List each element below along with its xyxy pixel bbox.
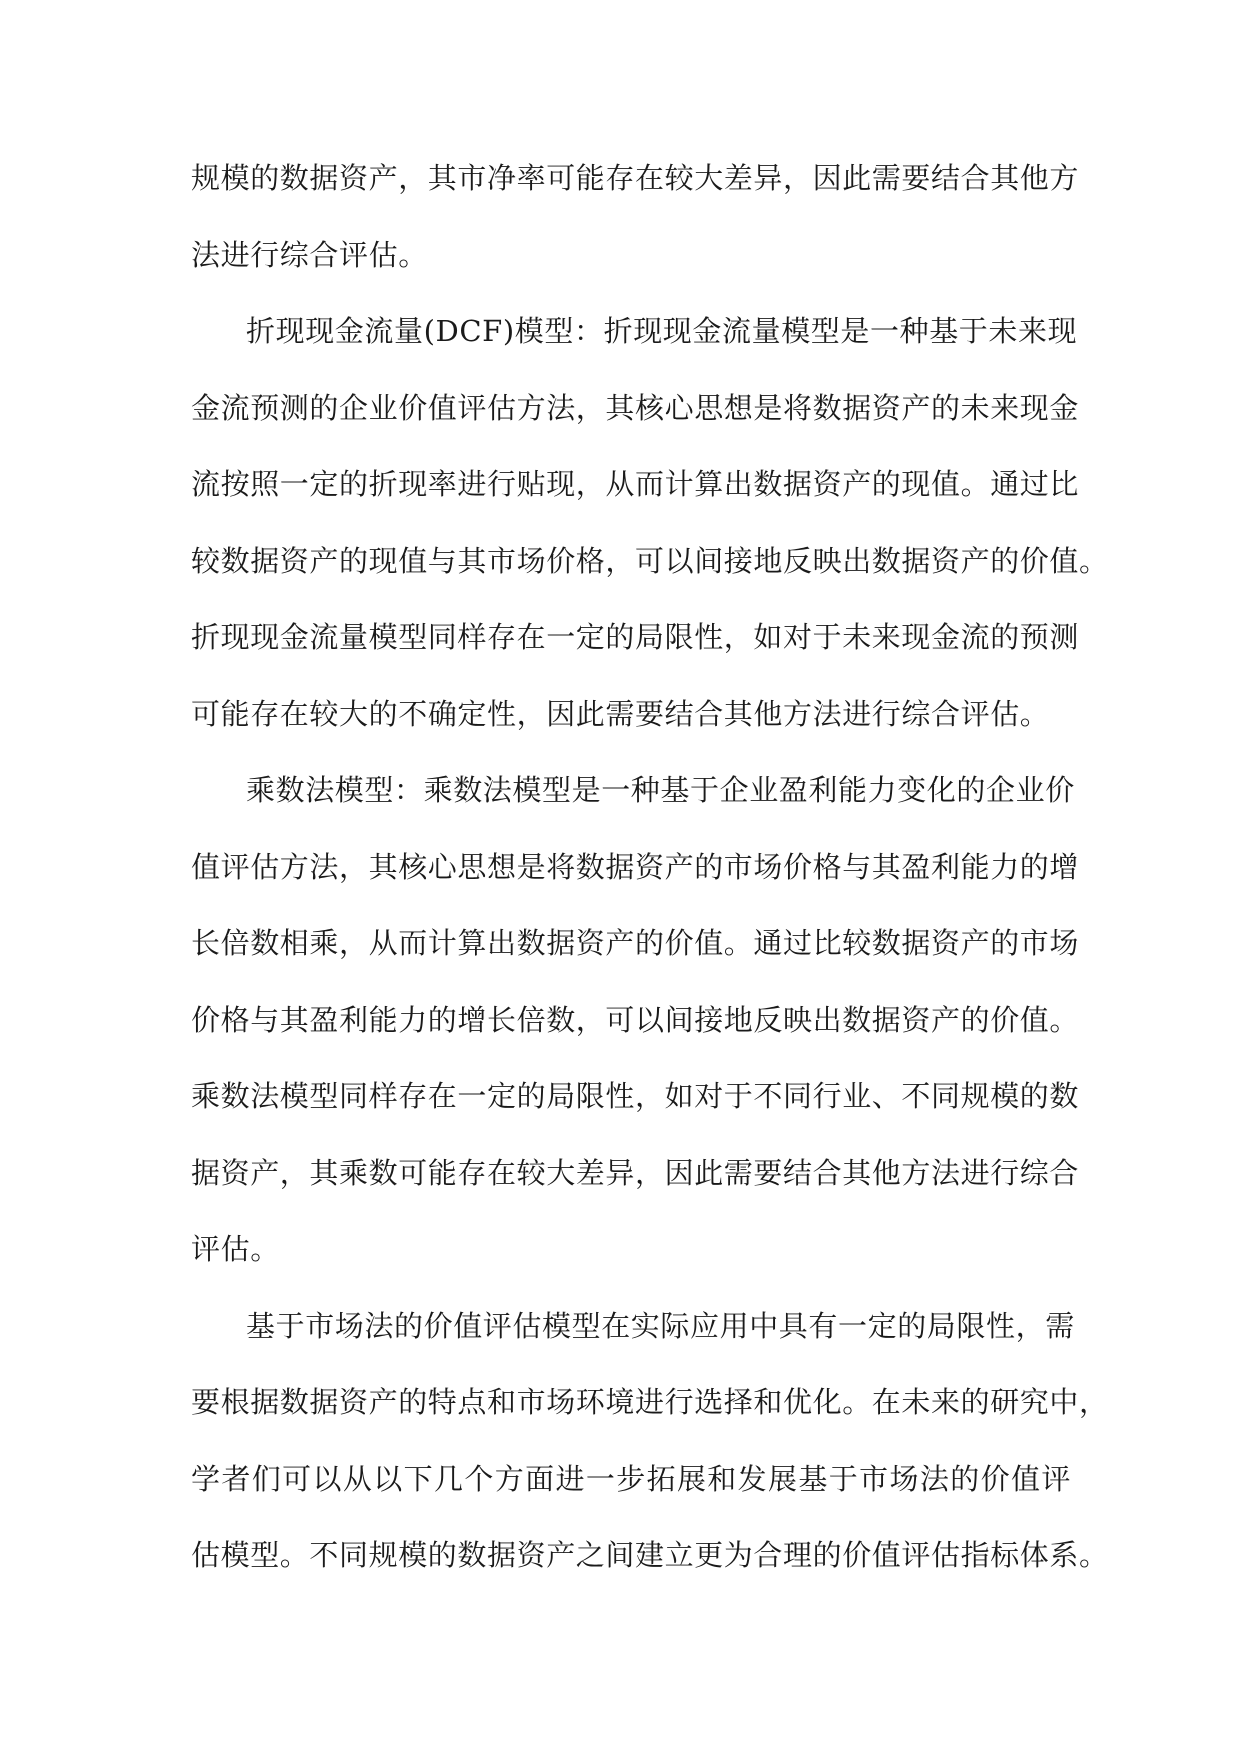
- text-line: 折现现金流量模型同样存在一定的局限性，如对于未来现金流的预测: [191, 620, 1080, 654]
- text-line: 值评估方法，其核心思想是将数据资产的市场价格与其盈利能力的增: [191, 849, 1080, 884]
- text-line: 要根据数据资产的特点和市场环境进行选择和优化。在未来的研究中，: [191, 1385, 1109, 1419]
- text-line: 学者们可以从以下几个方面进一步拓展和发展基于市场法的价值评: [191, 1461, 1071, 1496]
- text-line: 流按照一定的折现率进行贴现，从而计算出数据资产的现值。通过比: [191, 467, 1080, 501]
- text-line: 规模的数据资产，其市净率可能存在较大差异，因此需要结合其他方: [191, 161, 1080, 195]
- text-line: 较数据资产的现值与其市场价格，可以间接地反映出数据资产的价值。: [191, 543, 1109, 578]
- text-line: 可能存在较大的不确定性，因此需要结合其他方法进行综合评估。: [191, 696, 1050, 731]
- paragraph-first-line: 基于市场法的价值评估模型在实际应用中具有一定的局限性，需: [246, 1308, 1075, 1343]
- text-line: 估模型。不同规模的数据资产之间建立更为合理的价值评估指标体系。: [191, 1538, 1109, 1572]
- text-line: 据资产，其乘数可能存在较大差异，因此需要结合其他方法进行综合: [191, 1155, 1080, 1190]
- text-line: 乘数法模型同样存在一定的局限性，如对于不同行业、不同规模的数: [191, 1079, 1080, 1113]
- text-line: 长倍数相乘，从而计算出数据资产的价值。通过比较数据资产的市场: [191, 926, 1080, 960]
- paragraph-first-line: 折现现金流量(DCF)模型：折现现金流量模型是一种基于未来现: [246, 314, 1078, 348]
- text-line: 法进行综合评估。: [191, 237, 428, 272]
- text-line: 评估。: [191, 1232, 280, 1266]
- body-text: [191, 140, 1109, 1594]
- text-line: 金流预测的企业价值评估方法，其核心思想是将数据资产的未来现金: [191, 390, 1080, 425]
- text-line: 价格与其盈利能力的增长倍数，可以间接地反映出数据资产的价值。: [191, 1002, 1080, 1037]
- paragraph-first-line: 乘数法模型：乘数法模型是一种基于企业盈利能力变化的企业价: [246, 773, 1075, 807]
